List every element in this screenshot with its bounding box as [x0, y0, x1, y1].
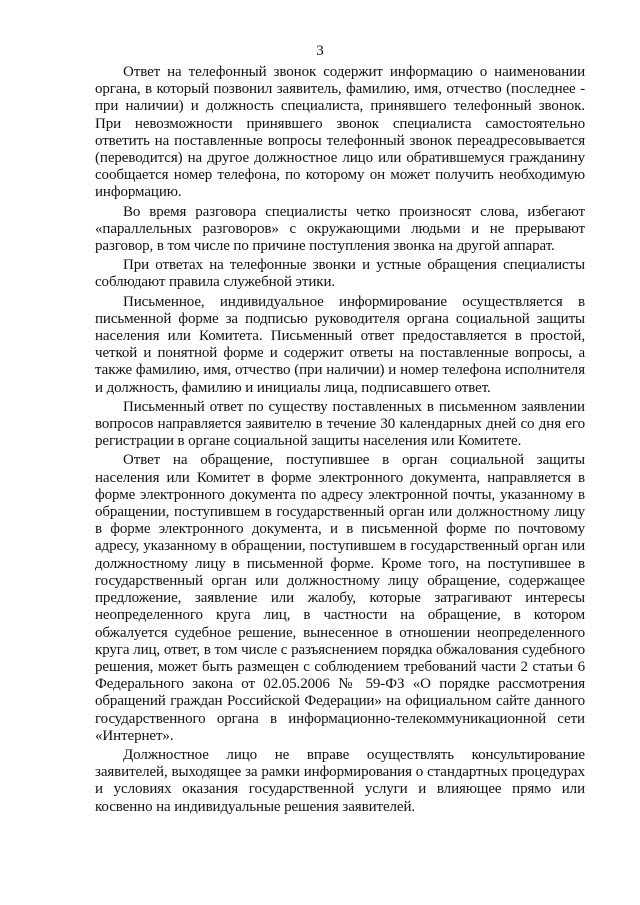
paragraph-written-info: Письменное, индивидуальное информирование осуществляется в письменной форме за подписью руководителя органа социальной защиты населения или Комитета. Письменный ответ предоставляется в простой, четкой и понятной форме и содержит ответы на поставленные вопросы, а также фамилию, имя, отчество (при наличии) и номер телефона исполнителя и должность, фамилию и инициалы лица, подписавшего ответ. [95, 293, 585, 396]
paragraph-phone-answer: Ответ на телефонный звонок содержит информацию о наименовании органа, в который позвонил заявитель, фамилию, имя, отчество (последнее - при наличии) и должность специалиста, принявшего телефонный звонок. При невозможности принявшего звонок специалиста самостоятельно ответить на поставленные вопросы телефонный звонок переадресовывается (переводится) на другое должностное лицо или обратившемуся гражданину сообщается номер телефона, по которому он может получить необходимую информацию. [95, 64, 585, 201]
paragraph-ethics: При ответах на телефонные звонки и устные обращения специалисты соблюдают правила служебной этики. [95, 257, 585, 291]
paragraph-official-limits: Должностное лицо не вправе осуществлять консультирование заявителей, выходящее за рамки информирования о стандартных процедурах и условиях оказания государственной услуги и влияющее прямо или косвенно на индивидуальные решения заявителей. [95, 746, 585, 815]
document-body [95, 64, 585, 818]
paragraph-electronic-answer: Ответ на обращение, поступившее в орган социальной защиты населения или Комитет в форме электронного документа, направляется в форме электронного документа по адресу электронной почты, указанному в обращении, поступившем в государственный орган или должностному лицу в форме электронного документа, и в письменной форме по почтовому адресу, указанному в обращении, поступившем в государственный орган или должностному лицу в письменной форме. Кроме того, на поступившее в государственный орган или должностному лицу обращение, содержащее предложение, заявление или жалобу, которые затрагивают интересы неопределенного круга лиц, в частности на обращение, в котором обжалуется судебное решение, вынесенное в отношении неопределенного круга лиц, ответ, в том числе с разъяснением порядка обжалования судебного решения, может быть размещен с соблюдением требований части 2 статьи 6 Федерального закона от 02.05.2006 № 59-ФЗ «О порядке рассмотрения обращений граждан Российской Федерации» на официальном сайте данного государственного органа в информационно-телекоммуникационной сети «Интернет». [95, 452, 585, 744]
page-number: 3 [316, 43, 324, 59]
paragraph-written-deadline: Письменный ответ по существу поставленных в письменном заявлении вопросов направляется заявителю в течение 30 календарных дней со дня его регистрации в органе социальной защиты населения или Комитете. [95, 398, 585, 450]
paragraph-conversation: Во время разговора специалисты четко произносят слова, избегают «параллельных разговоров» с окружающими людьми и не прерывают разговор, в том числе по причине поступления звонка на другой аппарат. [95, 203, 585, 255]
